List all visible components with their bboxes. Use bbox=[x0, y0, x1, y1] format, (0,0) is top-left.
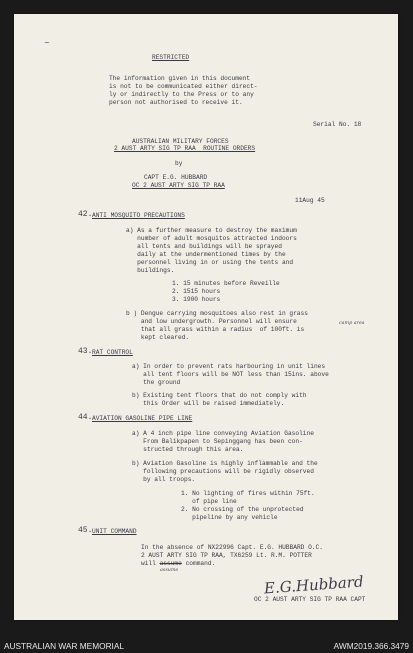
paragraph-line: 2 AUST ARTY SIG TP RAA, TX6259 Lt. R.M. POTTER bbox=[141, 552, 312, 559]
paragraph-line: number of adult mosquitos attracted indoors bbox=[126, 235, 297, 242]
section-number: 45. bbox=[78, 526, 93, 535]
text-fragment: command. bbox=[181, 560, 216, 567]
section-title: AVIATION GASOLINE PIPE LINE bbox=[92, 415, 193, 422]
time-item: 1. 15 minutes before Reveille bbox=[172, 280, 280, 287]
notice-line: is not to be communicated either direct- bbox=[109, 83, 258, 90]
text-fragment: will bbox=[141, 560, 160, 567]
archive-footer bbox=[0, 640, 413, 653]
paragraph-line: b ) Dengue carrying mosquitoes also rest in grass bbox=[126, 310, 308, 317]
heading-forces: AUSTRALIAN MILITARY FORCES bbox=[132, 138, 229, 145]
paragraph-line: the ground bbox=[132, 379, 181, 386]
paragraph-line: a) A 4 inch pipe line conveying Aviation Gasoline bbox=[132, 430, 314, 437]
paragraph-line: a) As a further measure to destroy the maximum bbox=[126, 227, 297, 234]
paragraph-line: personnel living in or using the tents and bbox=[126, 259, 294, 266]
restricted-heading: RESTRICTED bbox=[152, 54, 190, 61]
paragraph-line: all tent floors will be NOT less than 15ins. above bbox=[132, 371, 329, 378]
heading-routine-orders: 2 AUST ARTY SIG TP RAA ROUTINE ORDERS bbox=[114, 145, 256, 152]
time-item: 3. 1900 hours bbox=[172, 296, 221, 303]
notice-line: The information given in this document bbox=[109, 75, 251, 82]
paragraph-line: and low undergrowth. Personnel will ensure bbox=[126, 318, 297, 325]
signatory-line: OC 2 AUST ARTY SIG TP RAA CAPT bbox=[254, 596, 366, 603]
signature: E.G.Hubbard bbox=[263, 572, 365, 598]
handwritten-annotation: camp area bbox=[339, 321, 365, 326]
precaution-item: pipeline by any vehicle bbox=[181, 514, 278, 521]
paragraph-line: a) In order to prevent rats harbouring in unit lines bbox=[132, 363, 326, 370]
archive-name: AUSTRALIAN WAR MEMORIAL bbox=[4, 641, 125, 651]
section-title: RAT CONTROL bbox=[92, 349, 133, 356]
paragraph-line: kept cleared. bbox=[126, 334, 190, 341]
paragraph-line: all tents and buildings will be sprayed bbox=[126, 243, 282, 250]
precaution-item: of pipe line bbox=[181, 498, 237, 505]
precaution-item: 1. No lighting of fires within 75ft. bbox=[181, 490, 315, 497]
paragraph-line: following precautions will be rigidly observed bbox=[132, 468, 314, 475]
margin-mark: ~ bbox=[44, 39, 50, 47]
archive-reference: AWM2019.366.3479 bbox=[333, 641, 409, 651]
paragraph-line: In the absence of NX22996 Capt. E.G. HUBBARD O.C. bbox=[141, 544, 323, 551]
by-label: by bbox=[175, 160, 183, 167]
author-name: CAPT E.G. HUBBARD bbox=[144, 174, 208, 181]
section-title: UNIT COMMAND bbox=[92, 528, 137, 535]
paragraph-line: structed through this area. bbox=[132, 446, 244, 453]
paragraph-line: daily at the undermentioned times by the bbox=[126, 251, 286, 258]
paragraph-line: From Balikpapen to Sepinggang has been con- bbox=[132, 438, 303, 445]
section-number: 43. bbox=[78, 347, 93, 356]
precaution-item: 2. No crossing of the unprotected bbox=[181, 506, 304, 513]
section-number: 44. bbox=[78, 413, 93, 422]
paragraph-line: b) Aviation Gasoline is highly inflammable and the bbox=[132, 460, 318, 467]
section-title: ANTI MOSQUITO PRECAUTIONS bbox=[92, 212, 185, 219]
section-number: 42. bbox=[78, 210, 93, 219]
struck-word: assume bbox=[159, 560, 182, 567]
document-page bbox=[14, 14, 398, 620]
paragraph-line: b) Existing tent floors that do not comply with bbox=[132, 392, 307, 399]
time-item: 2. 1515 hours bbox=[172, 288, 221, 295]
author-title: OC 2 AUST ARTY SIG TP RAA bbox=[132, 182, 225, 189]
paragraph-line: by all troops. bbox=[132, 476, 196, 483]
paragraph-line: buildings. bbox=[126, 267, 175, 274]
serial-number: Serial No. 18 bbox=[313, 121, 362, 128]
notice-line: ly or indirectly to the Press or to any bbox=[109, 91, 254, 98]
notice-line: person not authorised to receive it. bbox=[109, 99, 243, 106]
handwritten-insert: assume bbox=[160, 568, 179, 573]
paragraph-line: this Order will be raised immediately. bbox=[132, 400, 285, 407]
document-date: 11Aug 45 bbox=[295, 197, 325, 204]
paragraph-line: that all grass within a radius of 100ft. is bbox=[126, 326, 305, 333]
